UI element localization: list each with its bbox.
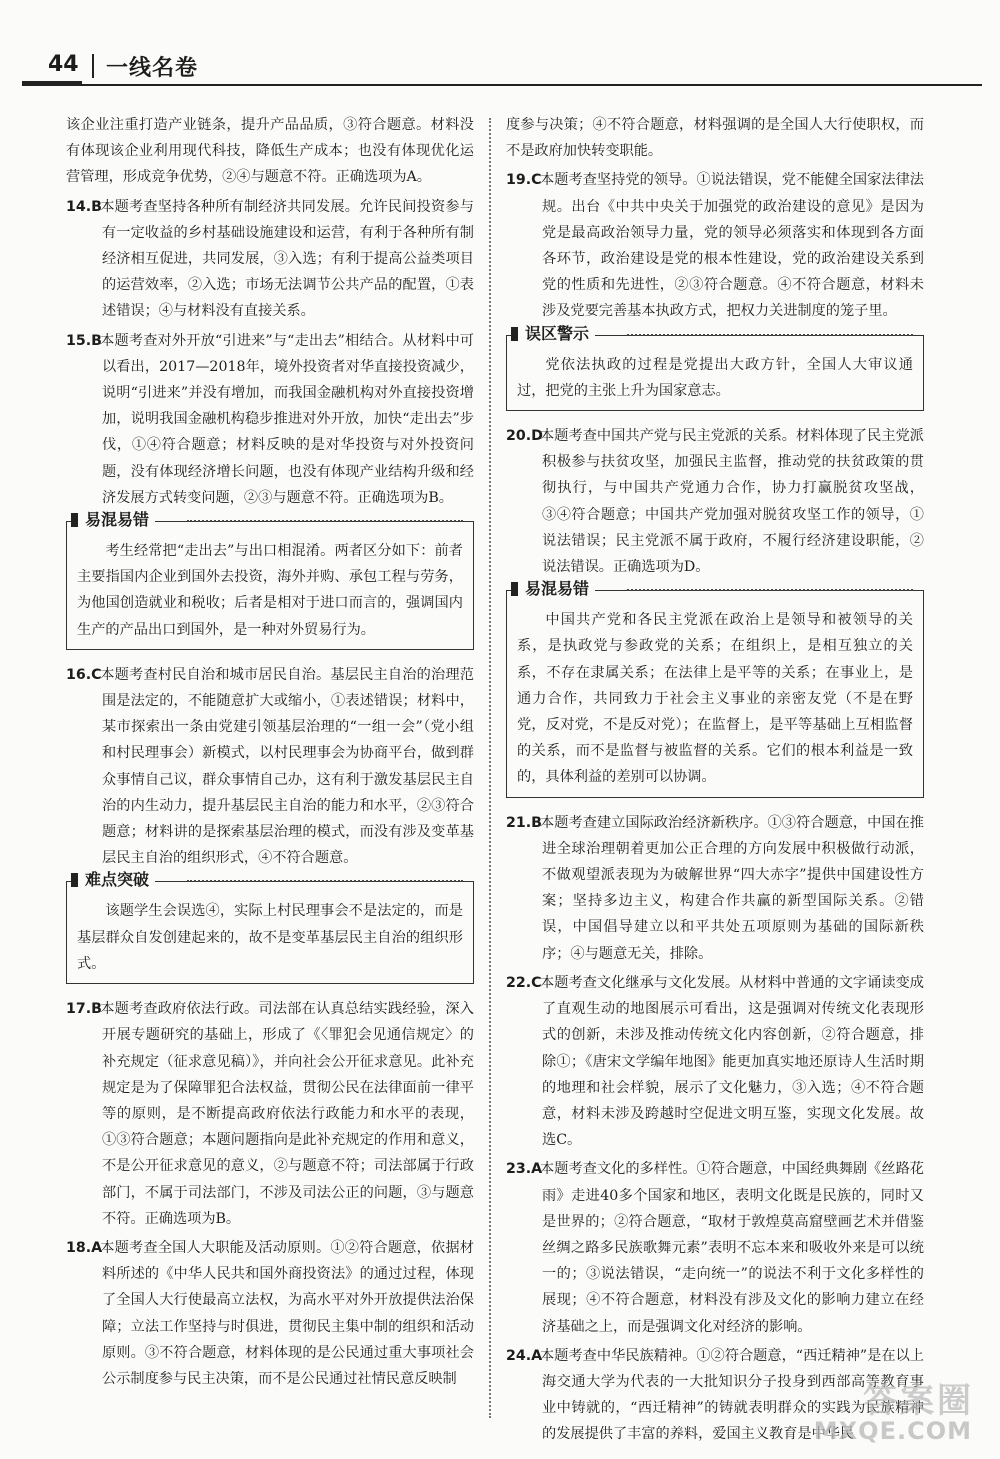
tip-box-text: 中国共产党和各民主党派在政治上是领导和被领导的关系，是执政党与参政党的关系；在组织上，是相互独立的关系，不存在隶属关系；在法律上是平等的关系；在事业上，是通力合作，共同致力于社会主义事业的亲密友党（不是在野党，反对党，不是反对党）；在监督上，是平等基础上互相监督的关系，而不是监督与被监督的关系。它们的根本利益是一致的，具体利益的差别可以协调。 [517, 612, 913, 786]
answer-text: 本题考查全国人大职能及活动原则。①②符合题意，依据材料所述的《中华人民共和国外商投资法》的通过过程，体现了全国人大行使最高立法权，为高水平对外开放提供法治保障；立法工作坚持与时俱进，贯彻民主集中制的组织和活动原则。③不符合题意，材料体现的是公民通过重大事项社会公示制度参与民主决策，而不是公民通过社情民意反映制 [100, 1239, 474, 1387]
tip-box [506, 323, 924, 411]
tip-box-title: 难点突破 [71, 868, 155, 892]
answer-text: 本题考查村民自治和城市居民自治。基层民主自治的治理范围是法定的，不能随意扩大或缩小，①表述错误；材料中，某市探索出一条由党建引领基层治理的“一组一会”（党小组和村民理事会）新模式，以村民理事会为协商平台，做到群众事情自己议，群众事情自己办，这有利于激发基层民主自治的内生动力，提升基层民主自治的能力和水平，②③符合题意；材料讲的是探索基层治理的模式，而没有涉及变革基层民主自治的组织形式，④不符合题意。 [100, 666, 474, 867]
tip-box-title: 易混易错 [511, 577, 595, 601]
tip-box-dotted-rule [627, 589, 913, 591]
answer-text: 本题考查建立国际政治经济新秩序。①③符合题意，中国在推进全球治理朝着更加公正合理的方向发展中积极做行动派，不做观望派表现为为破解世界“四大赤字”提供中国建设性方案；坚持多边主义，构建合作共赢的新型国际关系。②错误，中国倡导建立以和平共处五项原则为基础的国际新秩序；④与题意无关，排除。 [540, 814, 924, 962]
tip-box [506, 579, 924, 797]
answer-entry [66, 996, 474, 1232]
answer-entry [66, 328, 474, 511]
right-column [506, 112, 924, 1451]
answer-text: 本题考查政府依法行政。司法部在认真总结实践经验，深入开展专题研究的基础上，形成了《〈罪犯会见通信规定〉的补充规定（征求意见稿）》，并向社会公开征求意见。此补充规定是为了保障罪犯合法权益，贯彻公民在法律面前一律平等的原则，是不断提高政府依法行政能力和水平的表现，①③符合题意；本题问题指向是此补充规定的作用和意义，不是公开征求意见的意义，②与题意不符；司法部属于行政部门，不属于司法部门，不涉及司法公正的问题，③与题意不符。正确选项为B。 [100, 1001, 474, 1227]
answer-entry [506, 810, 924, 967]
question-number: 14.B [66, 198, 102, 215]
answer-entry [66, 112, 474, 191]
answer-entry [66, 194, 474, 325]
left-column [66, 112, 474, 1395]
tip-box [66, 510, 474, 650]
answer-entry [506, 970, 924, 1153]
answer-text: 本题考查坚持党的领导。①说法错误，党不能健全国家法律法规。出台《中共中央关于加强党的政治建设的意见》是因为党是最高政治领导力量，党的领导必须落实和体现到各方面各环节，政治建设是党的根本性建设，党的政治建设关系到党的性质和先进性，②③符合题意。④不符合题意，材料未涉及党要完善基本执政方式，把权力关进制度的笼子里。 [540, 172, 924, 320]
tip-box-title: 易混易错 [71, 508, 155, 532]
tip-box-text: 考生经常把“走出去”与出口相混淆。两者区分如下：前者主要指国内企业到国外去投资，海外并购、承包工程与劳务，为他国创造就业和税收；后者是相对于进口而言的，强调国内生产的产品出口到国外，是一种对外贸易行为。 [77, 543, 463, 638]
answer-entry [506, 167, 924, 324]
question-number: 19.C [506, 172, 542, 189]
question-number: 16.C [66, 666, 102, 683]
answer-entry [506, 112, 924, 164]
question-number: 15.B [66, 332, 102, 349]
question-number: 22.C [506, 974, 542, 991]
answer-text: 本题考查文化的多样性。①符合题意，中国经典舞剧《丝路花雨》走进40多个国家和地区，表明文化既是民族的，同时又是世界的；②符合题意，“取材于敦煌莫高窟壁画艺术并借鉴丝绸之路多民族歌舞元素”表明不忘本来和吸收外来是可以统一的；③说法错误，“走向统一”的说法不利于文化多样性的展现；④不符合题意，材料没有涉及文化的影响力建立在经济基础之上，而是强调文化对经济的影响。 [540, 1161, 924, 1335]
question-number: 20.D [506, 428, 543, 445]
question-number: 24.A [506, 1347, 543, 1364]
answer-text: 本题考查中国共产党与民主党派的关系。材料体现了民主党派积极参与扶贫攻坚，加强民主监督，推动党的扶贫政策的贯彻执行，与中国共产党通力合作，协力打赢脱贫攻坚战，③④符合题意；中国共产党加强对脱贫攻坚工作的领导，①说法错误；民主党派不属于政府，不履行经济建设职能，②说法错误。正确选项为D。 [540, 428, 924, 576]
watermark-logo: 答案圈 [863, 1381, 974, 1421]
answer-text: 本题考查坚持各种所有制经济共同发展。允许民间投资参与有一定收益的乡村基础设施建设和运营，有利于各种所有制经济相互促进，共同发展，③入选；有利于提高公益类项目的运营效率，②入选；市场无法调节公共产品的配置，①表述错误；④与材料没有直接关系。 [100, 198, 474, 320]
page-number: 44 [48, 52, 79, 77]
tip-box-text: 该题学生会误选④，实际上村民理事会不是法定的，而是基层群众自发创建起来的，故不是变革基层民主自治的组织形式。 [77, 903, 463, 972]
question-number: 21.B [506, 814, 542, 831]
tip-box-dotted-rule [627, 334, 913, 336]
series-title: 一线名卷 [106, 56, 199, 81]
question-number: 17.B [66, 1001, 102, 1018]
question-number: 18.A [66, 1239, 103, 1256]
watermark [780, 1371, 980, 1451]
answer-entry [66, 1235, 474, 1392]
watermark-url: MXQE.COM [813, 1417, 972, 1445]
answer-entry [66, 662, 474, 872]
answer-text: 本题考查文化继承与文化发展。从材料中普通的文字诵读变成了直观生动的地图展示可看出，这是强调对传统文化表现形式的创新，未涉及推动传统文化内容创新，②符合题意，排除①；《唐宋文学编年地图》能更加真实地还原诗人生活时期的地理和社会样貌，展示了文化魅力，③入选；④不符合题意，材料未涉及跨越时空促进文明互鉴，实现文化发展。故选C。 [540, 974, 924, 1149]
header-rule [22, 84, 982, 86]
tip-box [66, 870, 474, 984]
tip-box-dotted-rule [187, 520, 463, 522]
tip-box-text: 党依法执政的过程是党提出大政方针，全国人大审议通过，把党的主张上升为国家意志。 [517, 356, 913, 399]
tip-box-dotted-rule [187, 880, 463, 882]
answer-text: 本题考查对外开放“引进来”与“走出去”相结合。从材料中可以看出，2017—2018年，境外投资者对华直接投资减少，说明“引进来”并没有增加，而我国金融机构对外直接投资增加，说明我国金融机构稳步推进对外开放，加快“走出去”步伐，①④符合题意；材料反映的是对华投资与对外投资问题，没有体现经济增长问题，也没有体现产业结构升级和经济发展方式转变问题，②③与题意不符。正确选项为B。 [100, 332, 474, 506]
answer-text: 该企业注重打造产业链条，提升产品品质，③符合题意。材料没有体现该企业利用现代科技，降低生产成本；也没有体现优化运营管理，形成竞争优势，②④与题意不符。正确选项为A。 [66, 117, 474, 186]
column-divider [489, 118, 491, 1418]
page-header [22, 50, 982, 90]
header-separator [92, 54, 94, 78]
answer-text: 度参与决策；④不符合题意，材料强调的是全国人大行使职权，而不是政府加快转变职能。 [506, 117, 924, 160]
answer-entry [506, 1156, 924, 1339]
answer-entry [506, 423, 924, 580]
tip-box-title: 误区警示 [511, 322, 595, 346]
question-number: 23.A [506, 1161, 543, 1178]
answer-text: 本题考查中华民族精神。①②符合题意，“西迁精神”是在以上海交通大学为代表的一大批知识分子投身到西部高等教育事业中铸就的，“西迁精神”的铸就表明群众的实践为民族精神的发展提供了丰富的养料，爱国主义教育是中华民 [540, 1347, 924, 1443]
